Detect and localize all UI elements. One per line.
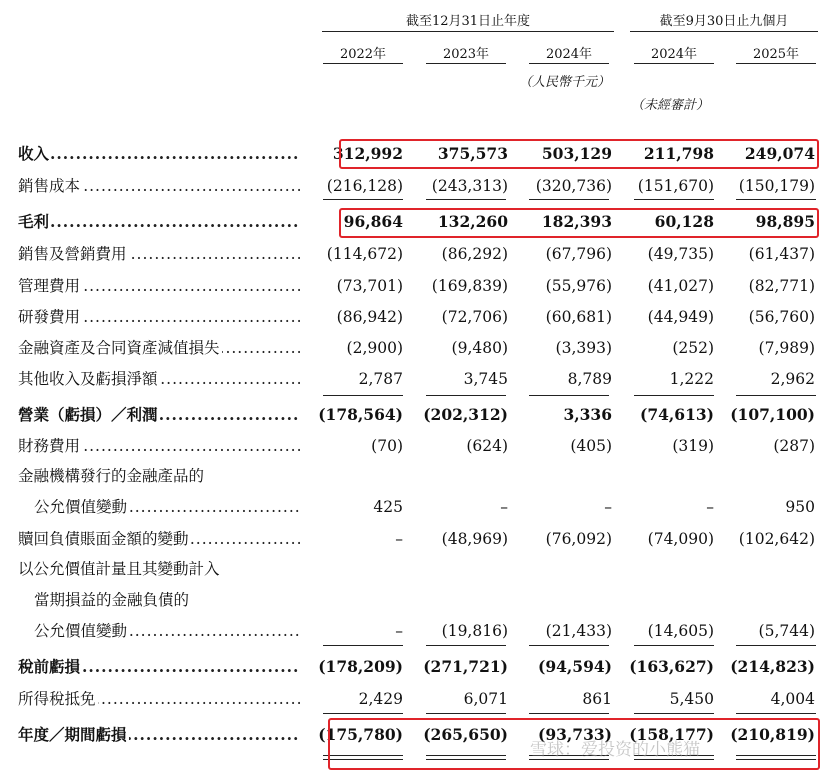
cell-value: (61,437) (748, 245, 815, 263)
cell-value: (2,900) (346, 339, 403, 357)
row-label (18, 527, 300, 551)
cell-value: (41,027) (647, 277, 714, 295)
row-label-text: 營業（虧損）／利潤 (18, 405, 158, 424)
cell-value: – (500, 498, 508, 516)
cell-value: (60,681) (545, 308, 612, 326)
cell-value: 425 (373, 498, 403, 516)
row-label (18, 274, 300, 298)
cell-value: (243,313) (431, 177, 508, 195)
row-label (18, 403, 300, 427)
subtotal-rule (736, 645, 816, 646)
cell-value: (202,312) (423, 405, 508, 424)
subtotal-rule (323, 645, 403, 646)
row-label-text: 贖回負債賬面金額的變動 (18, 530, 189, 548)
cell-value: 6,071 (463, 690, 508, 708)
header-group-nine-months: 截至9月30日止九個月 (659, 14, 789, 29)
cell-value: 2,962 (770, 370, 815, 388)
cell-value: 950 (785, 498, 815, 516)
cell-value: (216,128) (326, 177, 403, 195)
year-header-1: 2023年 (442, 47, 490, 62)
highlight-box-gross-profit (339, 208, 819, 238)
cell-value: (102,642) (738, 530, 815, 548)
cell-value: 8,789 (567, 370, 612, 388)
row-label-text: 當期損益的金融負債的 (34, 591, 190, 609)
year-header-rule-3 (634, 63, 714, 64)
table-row (0, 619, 836, 643)
row-label-text: 財務費用 (18, 437, 81, 455)
cell-value: (151,670) (637, 177, 714, 195)
cell-value: (67,796) (545, 245, 612, 263)
row-label-text: 金融資產及合同資產減值損失 (18, 339, 220, 357)
row-label (18, 242, 300, 266)
cell-value: 249,074 (744, 144, 815, 163)
table-row (0, 434, 836, 458)
year-header-4: 2025年 (752, 47, 800, 62)
cell-value: (5,744) (758, 622, 815, 640)
cell-value: (158,177) (629, 725, 714, 744)
cell-value: (7,989) (758, 339, 815, 357)
subtotal-rule (736, 395, 816, 396)
row-label-text: 以公允價值計量且其變動計入 (18, 560, 220, 578)
subtotal-rule (529, 713, 609, 714)
row-label (34, 619, 300, 643)
cell-value: (405) (570, 437, 612, 455)
cell-value: 2,429 (358, 690, 403, 708)
cell-value: – (395, 622, 403, 640)
year-header-0: 2022年 (339, 47, 387, 62)
row-label-text: 銷售成本 (18, 177, 81, 195)
cell-value: (114,672) (326, 245, 403, 263)
row-label (18, 687, 300, 711)
subtotal-rule (426, 645, 506, 646)
cell-value: 1,222 (669, 370, 714, 388)
cell-value: (163,627) (629, 657, 714, 676)
cell-value: 132,260 (437, 212, 508, 231)
table-row (0, 336, 836, 360)
cell-value: 3,745 (463, 370, 508, 388)
row-label (18, 174, 300, 198)
cell-value: 4,004 (770, 690, 815, 708)
cell-value: 861 (582, 690, 612, 708)
cell-value: (44,949) (647, 308, 714, 326)
cell-value: 2,787 (358, 370, 403, 388)
cell-value: (252) (672, 339, 714, 357)
row-label-text: 毛利 (18, 212, 50, 231)
cell-value: (178,564) (318, 405, 403, 424)
unaudited-label: （未經審計） (631, 98, 710, 113)
row-label-text: 年度／期間虧損 (18, 725, 127, 744)
row-label-text: 銷售及營銷費用 (18, 245, 127, 263)
subtotal-rule (426, 395, 506, 396)
row-label-text: 稅前虧損 (18, 657, 81, 676)
header-group-annual: 截至12月31日止年度 (405, 14, 531, 29)
row-label-text: 所得稅抵免 (18, 690, 96, 708)
row-label-text: 收入 (18, 144, 50, 163)
cell-value: (94,594) (538, 657, 612, 676)
cell-value: (319) (672, 437, 714, 455)
table-row (0, 174, 836, 198)
subtotal-rule (634, 395, 714, 396)
subtotal-rule (529, 645, 609, 646)
cell-value: (107,100) (730, 405, 815, 424)
cell-value: (93,733) (538, 725, 612, 744)
cell-value: 211,798 (643, 144, 714, 163)
table-row (0, 557, 836, 581)
cell-value: (86,942) (336, 308, 403, 326)
cell-value: (86,292) (441, 245, 508, 263)
row-label (18, 464, 300, 488)
cell-value: (76,092) (545, 530, 612, 548)
cell-value: 182,393 (541, 212, 612, 231)
cell-value: (49,735) (647, 245, 714, 263)
highlight-box-revenue (339, 139, 819, 169)
cell-value: (72,706) (441, 308, 508, 326)
subtotal-rule (634, 645, 714, 646)
subtotal-rule (736, 713, 816, 714)
row-label (18, 434, 300, 458)
year-header-rule-1 (426, 63, 506, 64)
row-label (18, 655, 300, 679)
table-row (0, 274, 836, 298)
cell-value: (265,650) (423, 725, 508, 744)
subtotal-rule (323, 713, 403, 714)
row-label (18, 142, 300, 166)
cell-value: (320,736) (535, 177, 612, 195)
cell-value: – (395, 530, 403, 548)
table-row (0, 687, 836, 711)
row-label (18, 210, 300, 234)
year-header-2: 2024年 (545, 47, 593, 62)
cell-value: 5,450 (669, 690, 714, 708)
cell-value: (55,976) (545, 277, 612, 295)
row-label-text: 研發費用 (18, 308, 81, 326)
cell-value: – (706, 498, 714, 516)
cell-value: (624) (466, 437, 508, 455)
table-row (0, 403, 836, 427)
subtotal-rule (426, 713, 506, 714)
cell-value: (48,969) (441, 530, 508, 548)
cell-value: (82,771) (748, 277, 815, 295)
row-label (18, 723, 300, 747)
cell-value: (19,816) (441, 622, 508, 640)
year-header-rule-2 (529, 63, 609, 64)
cell-value: 312,992 (332, 144, 403, 163)
row-label (18, 305, 300, 329)
table-row (0, 464, 836, 488)
subtotal-rule (426, 199, 506, 200)
cell-value: (175,780) (318, 725, 403, 744)
header-group-nine-months-rule (630, 31, 818, 32)
cell-value: (14,605) (647, 622, 714, 640)
cell-value: (74,613) (640, 405, 714, 424)
cell-value: (73,701) (336, 277, 403, 295)
table-row (0, 305, 836, 329)
table-row (0, 242, 836, 266)
cell-value: (3,393) (555, 339, 612, 357)
cell-value: (169,839) (431, 277, 508, 295)
subtotal-rule (323, 395, 403, 396)
table-row (0, 367, 836, 391)
cell-value: 96,864 (343, 212, 403, 231)
cell-value: (271,721) (423, 657, 508, 676)
cell-value: (70) (371, 437, 403, 455)
table-row (0, 588, 836, 612)
year-header-rule-0 (323, 63, 403, 64)
row-label-text: 公允價值變動 (34, 622, 128, 640)
row-label (18, 367, 300, 391)
cell-value: (214,823) (730, 657, 815, 676)
subtotal-rule (529, 395, 609, 396)
unit-label: （人民幣千元） (519, 75, 611, 90)
year-header-3: 2024年 (650, 47, 698, 62)
row-label (18, 557, 300, 581)
watermark: 雪球：爱投资的小熊猫 (530, 740, 700, 760)
cell-value: 375,573 (437, 144, 508, 163)
cell-value: (74,090) (647, 530, 714, 548)
row-label-text: 管理費用 (18, 277, 81, 295)
row-label (34, 495, 300, 519)
table-row (0, 655, 836, 679)
subtotal-rule (634, 713, 714, 714)
subtotal-rule (529, 199, 609, 200)
year-header-rule-4 (736, 63, 816, 64)
table-row (0, 527, 836, 551)
subtotal-rule (323, 199, 403, 200)
row-label-text: 其他收入及虧損淨額 (18, 370, 158, 388)
cell-value: (9,480) (451, 339, 508, 357)
cell-value: (21,433) (545, 622, 612, 640)
header-group-annual-rule (322, 31, 614, 32)
subtotal-rule (634, 199, 714, 200)
row-label (18, 336, 300, 360)
cell-value: 60,128 (654, 212, 714, 231)
cell-value: 98,895 (755, 212, 815, 231)
cell-value: 503,129 (541, 144, 612, 163)
subtotal-rule (736, 199, 816, 200)
row-label (34, 588, 300, 612)
cell-value: (178,209) (318, 657, 403, 676)
cell-value: (287) (773, 437, 815, 455)
cell-value: (150,179) (738, 177, 815, 195)
cell-value: (56,760) (748, 308, 815, 326)
cell-value: 3,336 (563, 405, 612, 424)
row-label-text: 金融機構發行的金融產品的 (18, 467, 205, 485)
cell-value: – (604, 498, 612, 516)
table-row (0, 495, 836, 519)
row-label-text: 公允價值變動 (34, 498, 128, 516)
cell-value: (210,819) (730, 725, 815, 744)
